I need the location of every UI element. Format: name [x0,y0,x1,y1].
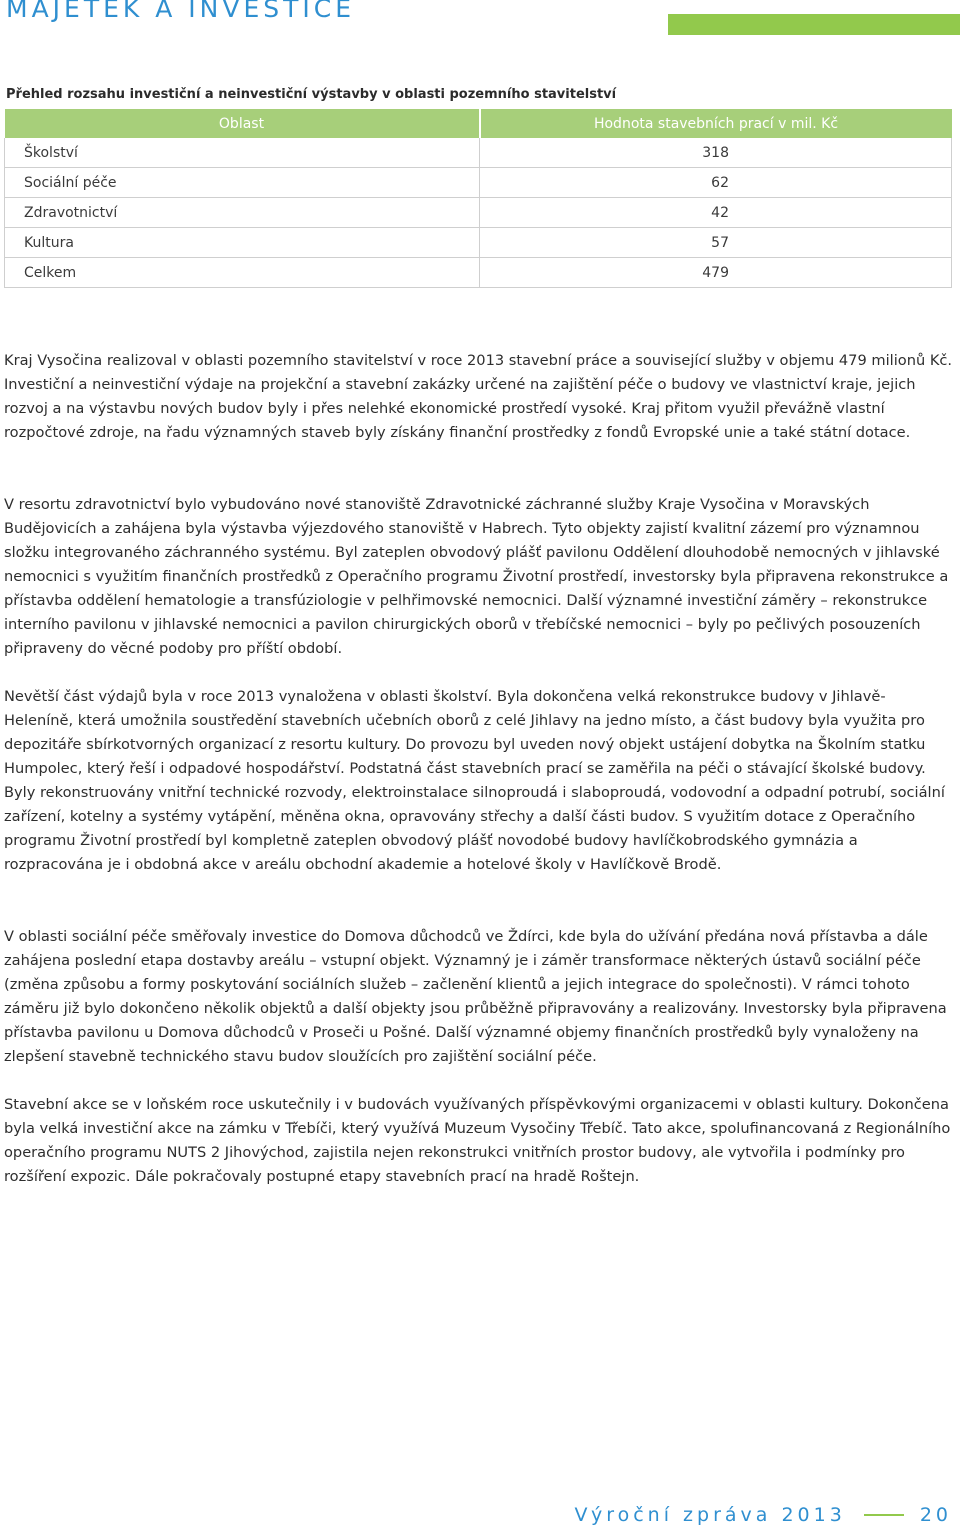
investment-table [4,109,952,288]
row-name: Celkem [5,258,480,288]
table-row [5,138,952,168]
row-name: Kultura [5,228,480,258]
row-name: Sociální péče [5,168,480,198]
table-header-row [5,109,952,138]
column-header-value: Hodnota stavebních prací v mil. Kč [480,109,952,138]
paragraph-overview: Kraj Vysočina realizoval v oblasti pozemního stavitelství v roce 2013 stavební práce a související služby v objemu 479 milionů Kč. Investiční a neinvestiční výdaje na projekční a stavební zakázky určené na zajištění péče o budovy ve vlastnictví kraje, jejich rozvoj a na výstavbu nových budov byly i přes nelehké ekonomické prostředí vysoké. Kraj přitom využil převážně vlastní rozpočtové zdroje, na řadu významných staveb byly získány finanční prostředky z fondů Evropské unie a také státní dotace. [4,352,953,441]
page-footer [574,1504,952,1526]
footer-divider [864,1514,904,1516]
paragraph-culture: Stavební akce se v loňském roce uskutečnily i v budovách využívaných příspěvkovými organizacemi v oblasti kultury. Dokončena byla velká investiční akce na zámku v Třebíči, který využívá Muzeum Vysočiny Třebíč. Tato akce, spolufinancovaná z Regionálního operačního programu NUTS 2 Jihovýchod, zajistila nejen rekonstrukci vnitřních prostor budovy, ale vytvořila i podmínky pro rozšíření expozic. Dále pokračovaly postupné etapy stavebních prací na hradě Roštejn. [4,1096,951,1185]
row-name: Školství [5,138,480,168]
paragraph-education: Nevětší část výdajů byla v roce 2013 vynaložena v oblasti školství. Byla dokončena velká rekonstrukce budovy v Jihlavě-Heleníně, která umožnila soustředění stavebních učebních oborů z celé Jihlavy na jedno místo, a část budovy byla využita pro depozitáře sbírkotvorných organizací z resortu kultury. Do provozu byl uveden nový objekt ustájení dobytka na Školním statku Humpolec, který řeší i odpadové hospodářství. Podstatná část stavebních prací se zaměřila na péči o stávající školské budovy. Byly rekonstruovány vnitřní technické rozvody, elektroinstalace silnoproudá i slaboproudá, vodovodní a odpadní potrubí, sociální zařízení, kotelny a systémy vytápění, měněna okna, opravovány střechy a další části budov. S využitím dotace z Operačního programu Životní prostředí byl kompletně zateplen obvodový plášť novodobé budovy havlíčkobrodského gymnázia a rozpracována je i obdobná akce v areálu obchodní akademie a hotelové školy v Havlíčkově Brodě. [4,688,945,873]
table-caption: Přehled rozsahu investiční a neinvestiční výstavby v oblasti pozemního stavitelství [6,87,617,102]
column-header-oblast: Oblast [5,109,480,138]
table-row-total [5,258,952,288]
table-row [5,228,952,258]
table-row [5,198,952,228]
header-accent-bar [668,14,960,35]
row-value: 479 [480,258,952,288]
page-number: 20 [919,1504,952,1526]
paragraph-social-care: V oblasti sociální péče směřovaly investice do Domova důchodců ve Ždírci, kde byla do užívání předána nová přístavba a dále zahájena poslední etapa dostavby areálu – vstupní objekt. Významný je i záměr transformace některých ústavů sociální péče (změna způsobu a formy poskytování sociálních služeb – začlenění klientů a jejich integrace do společnosti). V rámci tohoto záměru již bylo dokončeno několik objektů a další objekty jsou průběžně připravovány a realizovány. Investorsky byla připravena přístavba pavilonu u Domova důchodců v Proseči u Pošné. Další významné objemy finančních prostředků byly vynaloženy na zlepšení stavebně technického stavu budov sloužících pro zajištění sociální péče. [4,928,947,1065]
report-label: Výroční zpráva 2013 [574,1504,846,1526]
section-title: MAJETEK A INVESTICE [6,0,356,23]
row-value: 318 [480,138,952,168]
row-name: Zdravotnictví [5,198,480,228]
row-value: 57 [480,228,952,258]
row-value: 42 [480,198,952,228]
table-row [5,168,952,198]
row-value: 62 [480,168,952,198]
paragraph-healthcare: V resortu zdravotnictví bylo vybudováno nové stanoviště Zdravotnické záchranné služby Kraje Vysočina v Moravských Budějovicích a zahájena byla výstavba výjezdového stanoviště v Habrech. Tyto objekty zajistí kvalitní zázemí pro významnou složku integrovaného záchranného systému. Byl zateplen obvodový plášť pavilonu Oddělení dlouhodobě nemocných v jihlavské nemocnici s využitím finančních prostředků z Operačního programu Životní prostředí, investorsky byla připravena rekonstrukce a přístavba oddělení hematologie a transfúziologie v pelhřimovské nemocnici. Další významné investiční záměry – rekonstrukce interního pavilonu v jihlavské nemocnici a pavilon chirurgických oborů v třebíčské nemocnici – byly po pečlivých posouzeních připraveny do věcné podoby pro příští období. [4,496,949,657]
